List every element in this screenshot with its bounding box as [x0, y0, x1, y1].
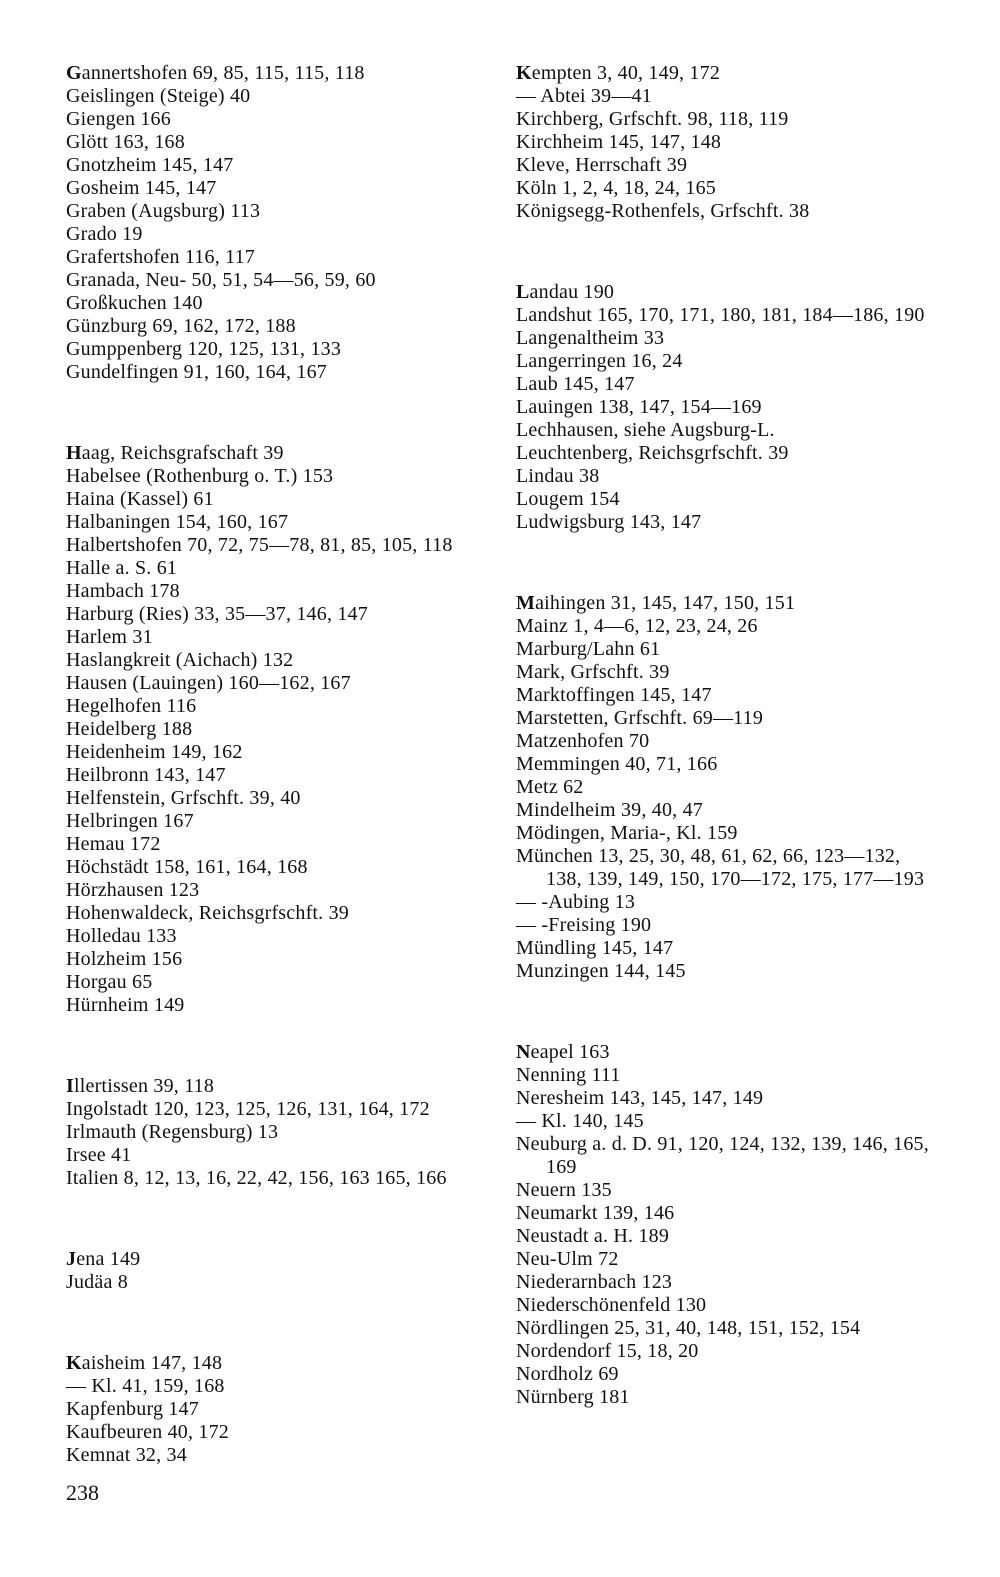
index-entry: Neu-Ulm 72 [516, 1248, 619, 1270]
index-entry: Niederschönenfeld 130 [516, 1294, 707, 1316]
index-entry: Horgau 65 [66, 971, 153, 993]
index-entry: — -Freising 190 [516, 914, 652, 936]
index-column-right [516, 62, 936, 1467]
index-entry: Hürnheim 149 [66, 994, 185, 1016]
index-entry: Granada, Neu- 50, 51, 54—56, 59, 60 [66, 269, 376, 291]
index-entry: Landau 190 [516, 281, 615, 303]
index-entry: Lauingen 138, 147, 154—169 [516, 396, 762, 418]
index-entry: — -Aubing 13 [516, 891, 636, 913]
index-entry: Mark, Grfschft. 39 [516, 661, 670, 683]
index-entry: Lindau 38 [516, 465, 600, 487]
index-entry: — Abtei 39—41 [516, 85, 652, 107]
index-section [516, 1041, 936, 1409]
index-entry: Hemau 172 [66, 833, 161, 855]
index-entry: Marstetten, Grfschft. 69—119 [516, 707, 764, 729]
index-entry: München 13, 25, 30, 48, 61, 62, 66, 123—132, 138, 139, 149, 150, 170—172, 175, 177—193 [516, 845, 925, 890]
index-entry: Hegelhofen 116 [66, 695, 197, 717]
index-section [66, 1248, 486, 1294]
index-entry: Harlem 31 [66, 626, 153, 648]
index-entry: Mindelheim 39, 40, 47 [516, 799, 703, 821]
index-entry: Habelsee (Rothenburg o. T.) 153 [66, 465, 334, 487]
index-entry: Kaisheim 147, 148 [66, 1352, 223, 1374]
index-entry: Grafertshofen 116, 117 [66, 246, 255, 268]
index-entry: Gannertshofen 69, 85, 115, 115, 118 [66, 62, 365, 84]
index-entry: Niederarnbach 123 [516, 1271, 673, 1293]
page-number: 238 [66, 1480, 99, 1505]
index-entry: Kaufbeuren 40, 172 [66, 1421, 229, 1443]
index-entry: Hohenwaldeck, Reichsgrfschft. 39 [66, 902, 349, 924]
index-entry: Kirchheim 145, 147, 148 [516, 131, 722, 153]
index-entry: Grado 19 [66, 223, 143, 245]
index-section [516, 281, 936, 534]
index-entry: Maihingen 31, 145, 147, 150, 151 [516, 592, 796, 614]
index-entry: Memmingen 40, 71, 166 [516, 753, 718, 775]
index-entry: Marburg/Lahn 61 [516, 638, 661, 660]
index-entry: Halbertshofen 70, 72, 75—78, 81, 85, 105, 118 [66, 534, 453, 556]
index-entry: Landshut 165, 170, 171, 180, 181, 184—186, 190 [516, 304, 925, 326]
index-entry: Haag, Reichsgrafschaft 39 [66, 442, 284, 464]
index-entry: Nürnberg 181 [516, 1386, 630, 1408]
index-entry: Irlmauth (Regensburg) 13 [66, 1121, 279, 1143]
index-entry: Heilbronn 143, 147 [66, 764, 226, 786]
index-entry: Illertissen 39, 118 [66, 1075, 215, 1097]
index-entry: Höchstädt 158, 161, 164, 168 [66, 856, 308, 878]
index-entry: Langenaltheim 33 [516, 327, 665, 349]
index-entry: Heidelberg 188 [66, 718, 193, 740]
index-entry: — Kl. 140, 145 [516, 1110, 644, 1132]
index-entry: Neumarkt 139, 146 [516, 1202, 675, 1224]
index-entry: Nenning 111 [516, 1064, 621, 1086]
index-entry: Nordholz 69 [516, 1363, 619, 1385]
index-entry: — Kl. 41, 159, 168 [66, 1375, 225, 1397]
index-column-left [66, 62, 486, 1525]
index-entry: Kapfenburg 147 [66, 1398, 199, 1420]
index-entry: Neuburg a. d. D. 91, 120, 124, 132, 139, 146, 165, 169 [516, 1133, 929, 1178]
index-entry: Holzheim 156 [66, 948, 183, 970]
index-entry: Helfenstein, Grfschft. 39, 40 [66, 787, 301, 809]
index-entry: Gosheim 145, 147 [66, 177, 217, 199]
index-entry: Geislingen (Steige) 40 [66, 85, 251, 107]
index-entry: Metz 62 [516, 776, 584, 798]
index-entry: Mainz 1, 4—6, 12, 23, 24, 26 [516, 615, 758, 637]
index-entry: Gundelfingen 91, 160, 164, 167 [66, 361, 327, 383]
index-section [66, 1352, 486, 1467]
index-entry: Köln 1, 2, 4, 18, 24, 165 [516, 177, 716, 199]
index-entry: Ludwigsburg 143, 147 [516, 511, 702, 533]
index-entry: Neapel 163 [516, 1041, 610, 1063]
index-entry: Nordendorf 15, 18, 20 [516, 1340, 699, 1362]
index-entry: Kempten 3, 40, 149, 172 [516, 62, 721, 84]
index-entry: Hambach 178 [66, 580, 180, 602]
index-entry: Irsee 41 [66, 1144, 132, 1166]
index-entry: Gnotzheim 145, 147 [66, 154, 234, 176]
index-entry: Helbringen 167 [66, 810, 194, 832]
index-section [66, 1075, 486, 1190]
index-entry: Kirchberg, Grfschft. 98, 118, 119 [516, 108, 789, 130]
index-entry: Glött 163, 168 [66, 131, 185, 153]
index-entry: Nördlingen 25, 31, 40, 148, 151, 152, 154 [516, 1317, 861, 1339]
index-entry: Mödingen, Maria-, Kl. 159 [516, 822, 738, 844]
index-entry: Großkuchen 140 [66, 292, 203, 314]
index-entry: Kleve, Herrschaft 39 [516, 154, 688, 176]
index-entry: Italien 8, 12, 13, 16, 22, 42, 156, 163 165, 166 [66, 1167, 447, 1189]
index-entry: Harburg (Ries) 33, 35—37, 146, 147 [66, 603, 368, 625]
index-entry: Graben (Augsburg) 113 [66, 200, 261, 222]
index-section [516, 592, 936, 983]
index-entry: Holledau 133 [66, 925, 177, 947]
index-section [66, 62, 486, 384]
index-section [516, 62, 936, 223]
index-entry: Halle a. S. 61 [66, 557, 178, 579]
index-entry: Königsegg-Rothenfels, Grfschft. 38 [516, 200, 810, 222]
index-entry: Gumppenberg 120, 125, 131, 133 [66, 338, 342, 360]
index-entry: Lougem 154 [516, 488, 620, 510]
index-entry: Lechhausen, siehe Augsburg-L. [516, 419, 775, 441]
index-entry: Giengen 166 [66, 108, 171, 130]
index-entry: Matzenhofen 70 [516, 730, 650, 752]
index-entry: Neustadt a. H. 189 [516, 1225, 670, 1247]
index-entry: Neresheim 143, 145, 147, 149 [516, 1087, 764, 1109]
index-entry: Haslangkreit (Aichach) 132 [66, 649, 294, 671]
index-entry: Leuchtenberg, Reichsgrfschft. 39 [516, 442, 789, 464]
index-entry: Munzingen 144, 145 [516, 960, 686, 982]
index-entry: Haina (Kassel) 61 [66, 488, 214, 510]
index-entry: Halbaningen 154, 160, 167 [66, 511, 289, 533]
index-section [66, 442, 486, 1017]
index-entry: Hörzhausen 123 [66, 879, 200, 901]
index-entry: Mündling 145, 147 [516, 937, 674, 959]
index-entry: Langerringen 16, 24 [516, 350, 683, 372]
index-entry: Ingolstadt 120, 123, 125, 126, 131, 164, 172 [66, 1098, 430, 1120]
index-entry: Heidenheim 149, 162 [66, 741, 243, 763]
index-entry: Kemnat 32, 34 [66, 1444, 187, 1466]
index-entry: Jena 149 [66, 1248, 141, 1270]
index-entry: Günzburg 69, 162, 172, 188 [66, 315, 296, 337]
index-entry: Laub 145, 147 [516, 373, 635, 395]
index-entry: Neuern 135 [516, 1179, 612, 1201]
index-page [66, 62, 946, 1482]
index-entry: Judäa 8 [66, 1271, 128, 1293]
index-entry: Hausen (Lauingen) 160—162, 167 [66, 672, 351, 694]
index-entry: Marktoffingen 145, 147 [516, 684, 712, 706]
